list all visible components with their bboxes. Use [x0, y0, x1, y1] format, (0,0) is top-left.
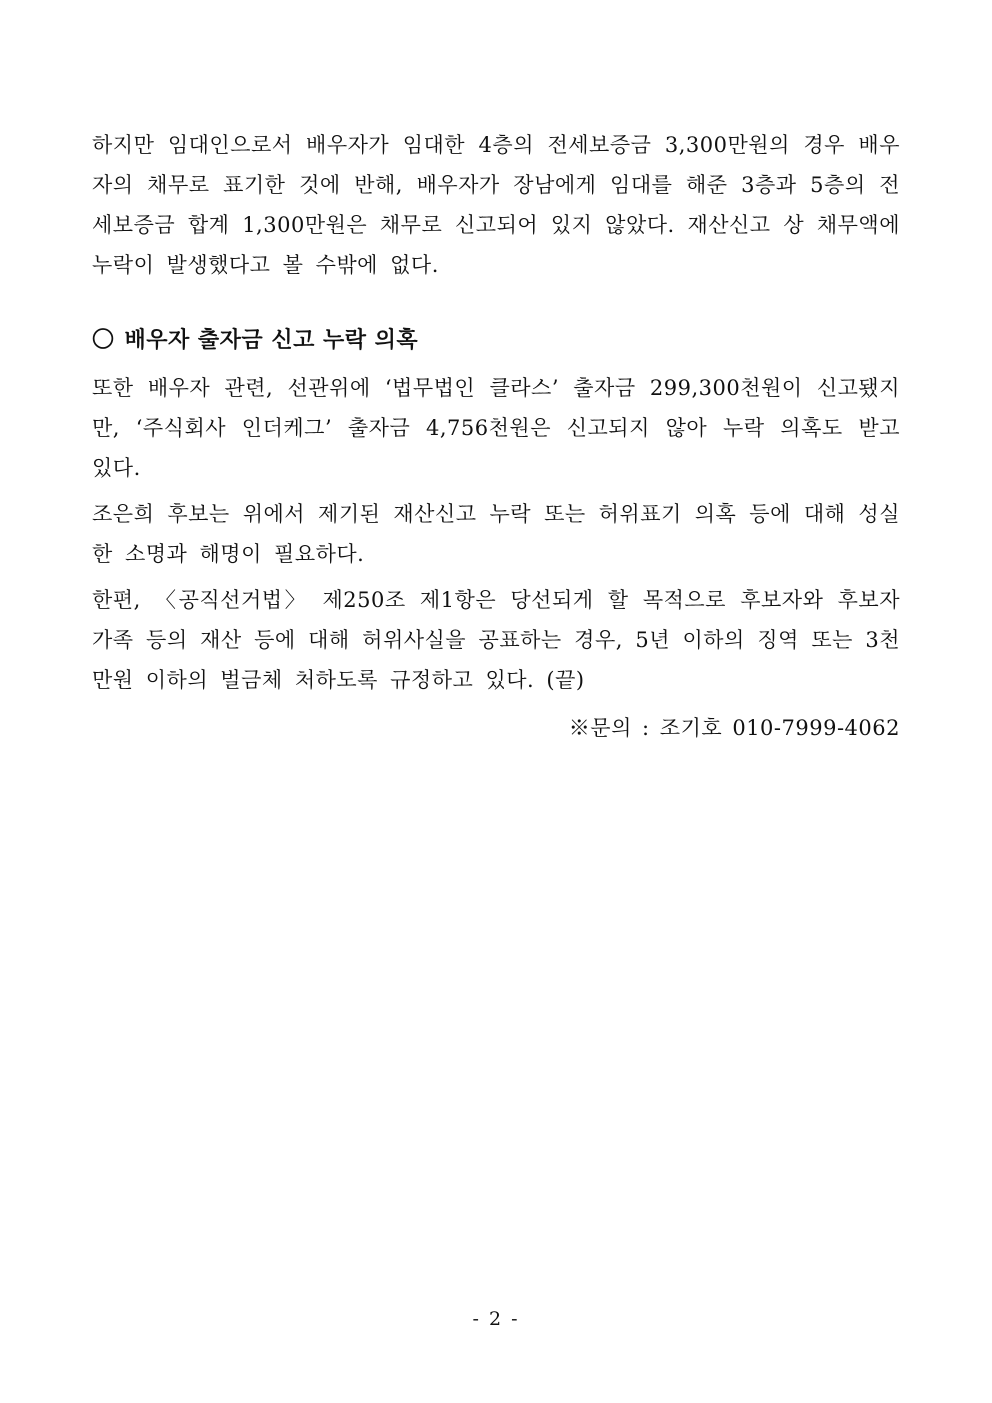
section-title: 배우자 출자금 신고 누락 의혹: [124, 327, 419, 353]
page-footer: [0, 1305, 992, 1333]
paragraph-election-law: 한편, 〈공직선거법〉 제250조 제1항은 당선되게 할 목적으로 후보자와 후보자 가족 등의 재산 등에 대해 허위사실을 공표하는 경우, 5년 이하의 징역 또는 3천만원 이하의 벌금체 처하도록 규정하고 있다. (끝): [92, 588, 900, 692]
page-number: - 2 -: [472, 1308, 520, 1330]
section-heading: [92, 320, 900, 360]
section-circle-marker: 〇: [92, 327, 115, 353]
paragraph-deposit-debt: 하지만 임대인으로서 배우자가 임대한 4층의 전세보증금 3,300만원의 경우 배우자의 채무로 표기한 것에 반해, 배우자가 장남에게 임대를 해준 3층과 5층의 전세보증금 합계 1,300만원은 채무로 신고되어 있지 않았다. 재산신고 상 채무액에 누락이 발생했다고 볼 수밖에 없다.: [92, 133, 900, 277]
paragraph-explanation-request: 조은희 후보는 위에서 제기된 재산신고 누락 또는 허위표기 의혹 등에 대해 성실한 소명과 해명이 필요하다.: [92, 502, 900, 566]
paragraph-investment-omission: 또한 배우자 관련, 선관위에 ‘법무법인 클라스’ 출자금 299,300천원이 신고됐지만, ‘주식회사 인더케그’ 출자금 4,756천원은 신고되지 않아 누락 의혹도 받고 있다.: [92, 376, 900, 480]
document-content: [92, 125, 900, 748]
contact-line: ※문의 : 조기호 010-7999-4062: [568, 716, 900, 740]
